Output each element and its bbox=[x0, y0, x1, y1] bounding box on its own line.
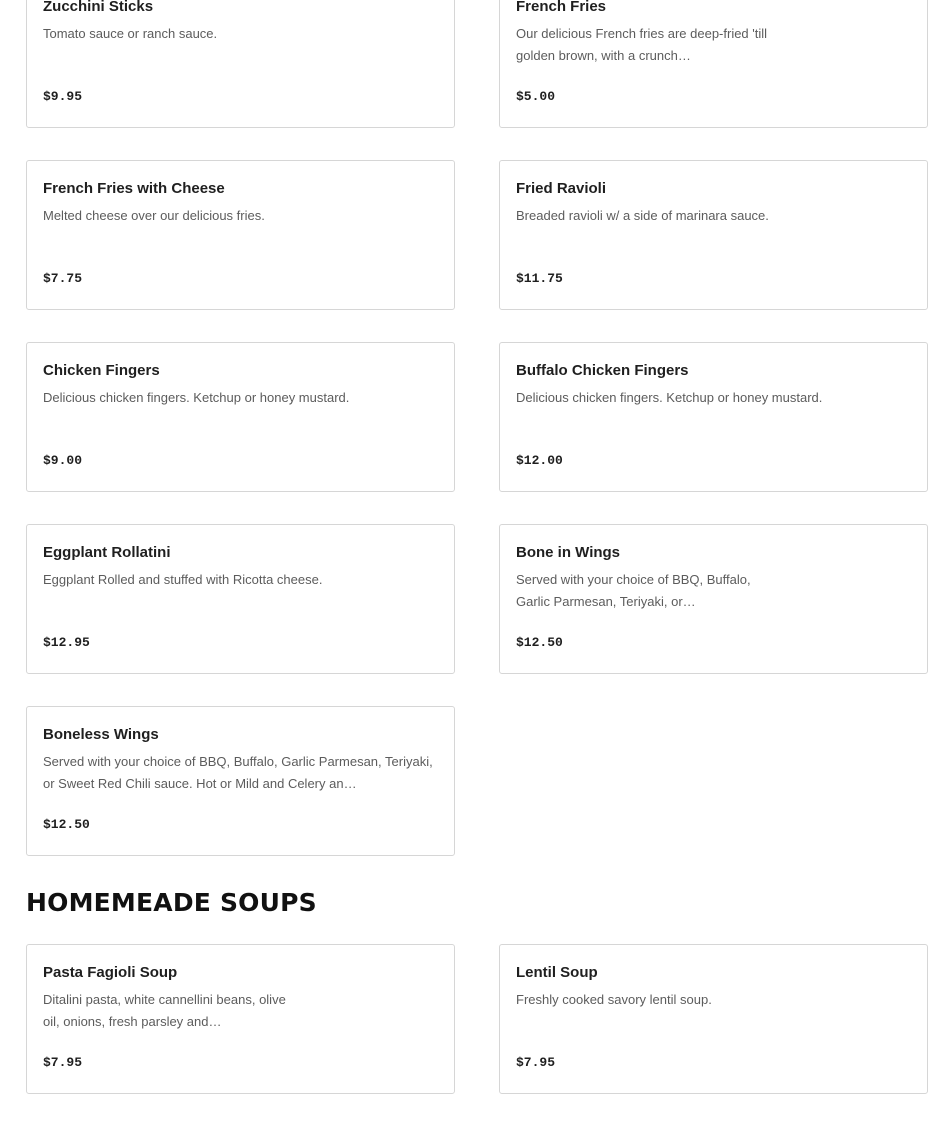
menu-item-card[interactable] bbox=[26, 160, 455, 310]
menu-item-card[interactable] bbox=[499, 342, 928, 492]
menu-item-name: French Fries with Cheese bbox=[43, 180, 225, 197]
menu-item-description: Served with your choice of BBQ, Buffalo, Garlic Parmesan, Teriyaki, or… bbox=[516, 572, 751, 609]
menu-item-name: French Fries bbox=[516, 0, 607, 15]
menu-item-card[interactable] bbox=[26, 706, 455, 856]
menu-item-price: $5.00 bbox=[516, 89, 556, 104]
menu-item-description: Delicious chicken fingers. Ketchup or honey mustard. bbox=[516, 390, 823, 405]
menu-item-price: $9.00 bbox=[43, 453, 83, 468]
menu-item-name: Pasta Fagioli Soup bbox=[43, 964, 178, 981]
menu-item-card[interactable] bbox=[499, 944, 928, 1094]
menu-item-name: Chicken Fingers bbox=[43, 362, 160, 379]
menu-item-price: $12.00 bbox=[516, 453, 563, 468]
menu-item-card[interactable] bbox=[499, 160, 928, 310]
menu-item-price: $11.75 bbox=[516, 271, 563, 286]
menu-item-name: Lentil Soup bbox=[516, 964, 598, 981]
menu-item-description: Served with your choice of BBQ, Buffalo, Garlic Parmesan, Teriyaki, or Sweet Red Chili sauce. Hot or Mild and Celery an… bbox=[43, 754, 433, 791]
section-heading: HOMEMEADE SOUPS bbox=[26, 888, 317, 917]
menu-item-card[interactable] bbox=[499, 524, 928, 674]
menu-item-price: $7.75 bbox=[43, 271, 83, 286]
menu-item-description: Delicious chicken fingers. Ketchup or honey mustard. bbox=[43, 390, 350, 405]
menu-item-card[interactable] bbox=[26, 944, 455, 1094]
menu-item-card[interactable] bbox=[26, 524, 455, 674]
menu-item-description: Ditalini pasta, white cannellini beans, olive oil, onions, fresh parsley and… bbox=[43, 992, 286, 1029]
menu-item-price: $9.95 bbox=[43, 89, 83, 104]
menu-item-name: Eggplant Rollatini bbox=[43, 544, 171, 561]
menu-item-description: Eggplant Rolled and stuffed with Ricotta cheese. bbox=[43, 572, 323, 587]
menu-item-name: Zucchini Sticks bbox=[43, 0, 154, 15]
menu-item-price: $12.95 bbox=[43, 635, 90, 650]
menu-item-description: Tomato sauce or ranch sauce. bbox=[43, 26, 218, 41]
menu-item-name: Boneless Wings bbox=[43, 726, 159, 743]
menu-item-description: Breaded ravioli w/ a side of marinara sauce. bbox=[516, 208, 769, 223]
menu-item-name: Buffalo Chicken Fingers bbox=[516, 362, 689, 379]
menu-item-price: $7.95 bbox=[43, 1055, 83, 1070]
menu-item-name: Fried Ravioli bbox=[516, 180, 607, 197]
menu-item-card[interactable] bbox=[26, 0, 455, 128]
menu-item-description: Melted cheese over our delicious fries. bbox=[43, 208, 265, 223]
menu-item-name: Bone in Wings bbox=[516, 544, 621, 561]
menu-item-description: Our delicious French fries are deep-fried 'till golden brown, with a crunch… bbox=[516, 26, 768, 63]
menu-item-card[interactable] bbox=[26, 342, 455, 492]
menu-item-price: $7.95 bbox=[516, 1055, 556, 1070]
menu-item-description: Freshly cooked savory lentil soup. bbox=[516, 992, 712, 1007]
menu-item-price: $12.50 bbox=[516, 635, 563, 650]
menu-item-card[interactable] bbox=[499, 0, 928, 128]
menu-item-price: $12.50 bbox=[43, 817, 90, 832]
